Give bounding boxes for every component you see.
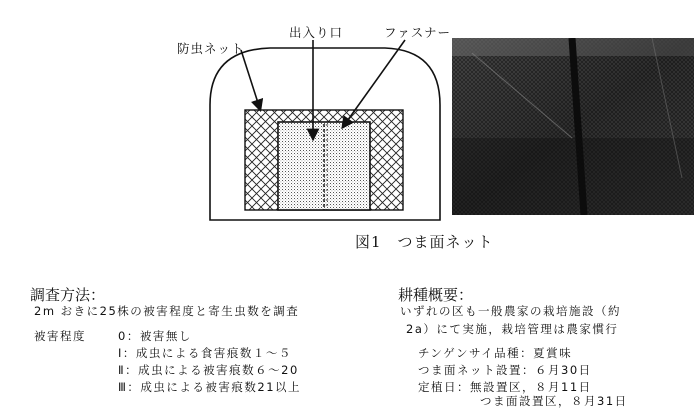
- damage-degree-label: 被害程度: [34, 329, 86, 343]
- label-insect-net: 防虫ネット: [177, 41, 245, 56]
- cultivation-item-planting: 定植日：無設置区，８月11日: [418, 380, 592, 394]
- insect-net-arrow: [241, 50, 259, 106]
- cultivation-item-net-install: つま面ネット設置：６月30日: [418, 363, 592, 377]
- damage-level-1: Ⅰ：成虫による食害痕数１～５: [118, 346, 292, 360]
- damage-level-3: Ⅲ：成虫による被害痕数21以上: [118, 380, 302, 394]
- cultivation-line-2: 2a）にて実施，栽培管理は農家慣行: [406, 322, 619, 336]
- survey-method-line: 2m おきに25株の被害程度と寄生虫数を調査: [34, 304, 300, 318]
- cultivation-line-1: いずれの区も一般農家の栽培施設（約: [400, 304, 621, 318]
- label-entrance: 出入り口: [289, 25, 344, 40]
- survey-method-title: 調査方法：: [30, 286, 106, 304]
- damage-level-2: Ⅱ：成虫による被害痕数６～20: [118, 363, 299, 377]
- cultivation-item-planting-2: つま面設置区，８月31日: [480, 394, 628, 408]
- end-net-photo: [452, 38, 694, 215]
- figure-caption: 図1 つま面ネット: [355, 233, 494, 251]
- label-fastener: ファスナー: [384, 25, 452, 40]
- end-net-diagram: [0, 0, 450, 240]
- damage-level-0: 0：被害無し: [118, 329, 192, 343]
- cultivation-title: 耕種概要：: [398, 286, 474, 304]
- cultivation-item-variety: チンゲンサイ品種：夏賞味: [418, 346, 573, 360]
